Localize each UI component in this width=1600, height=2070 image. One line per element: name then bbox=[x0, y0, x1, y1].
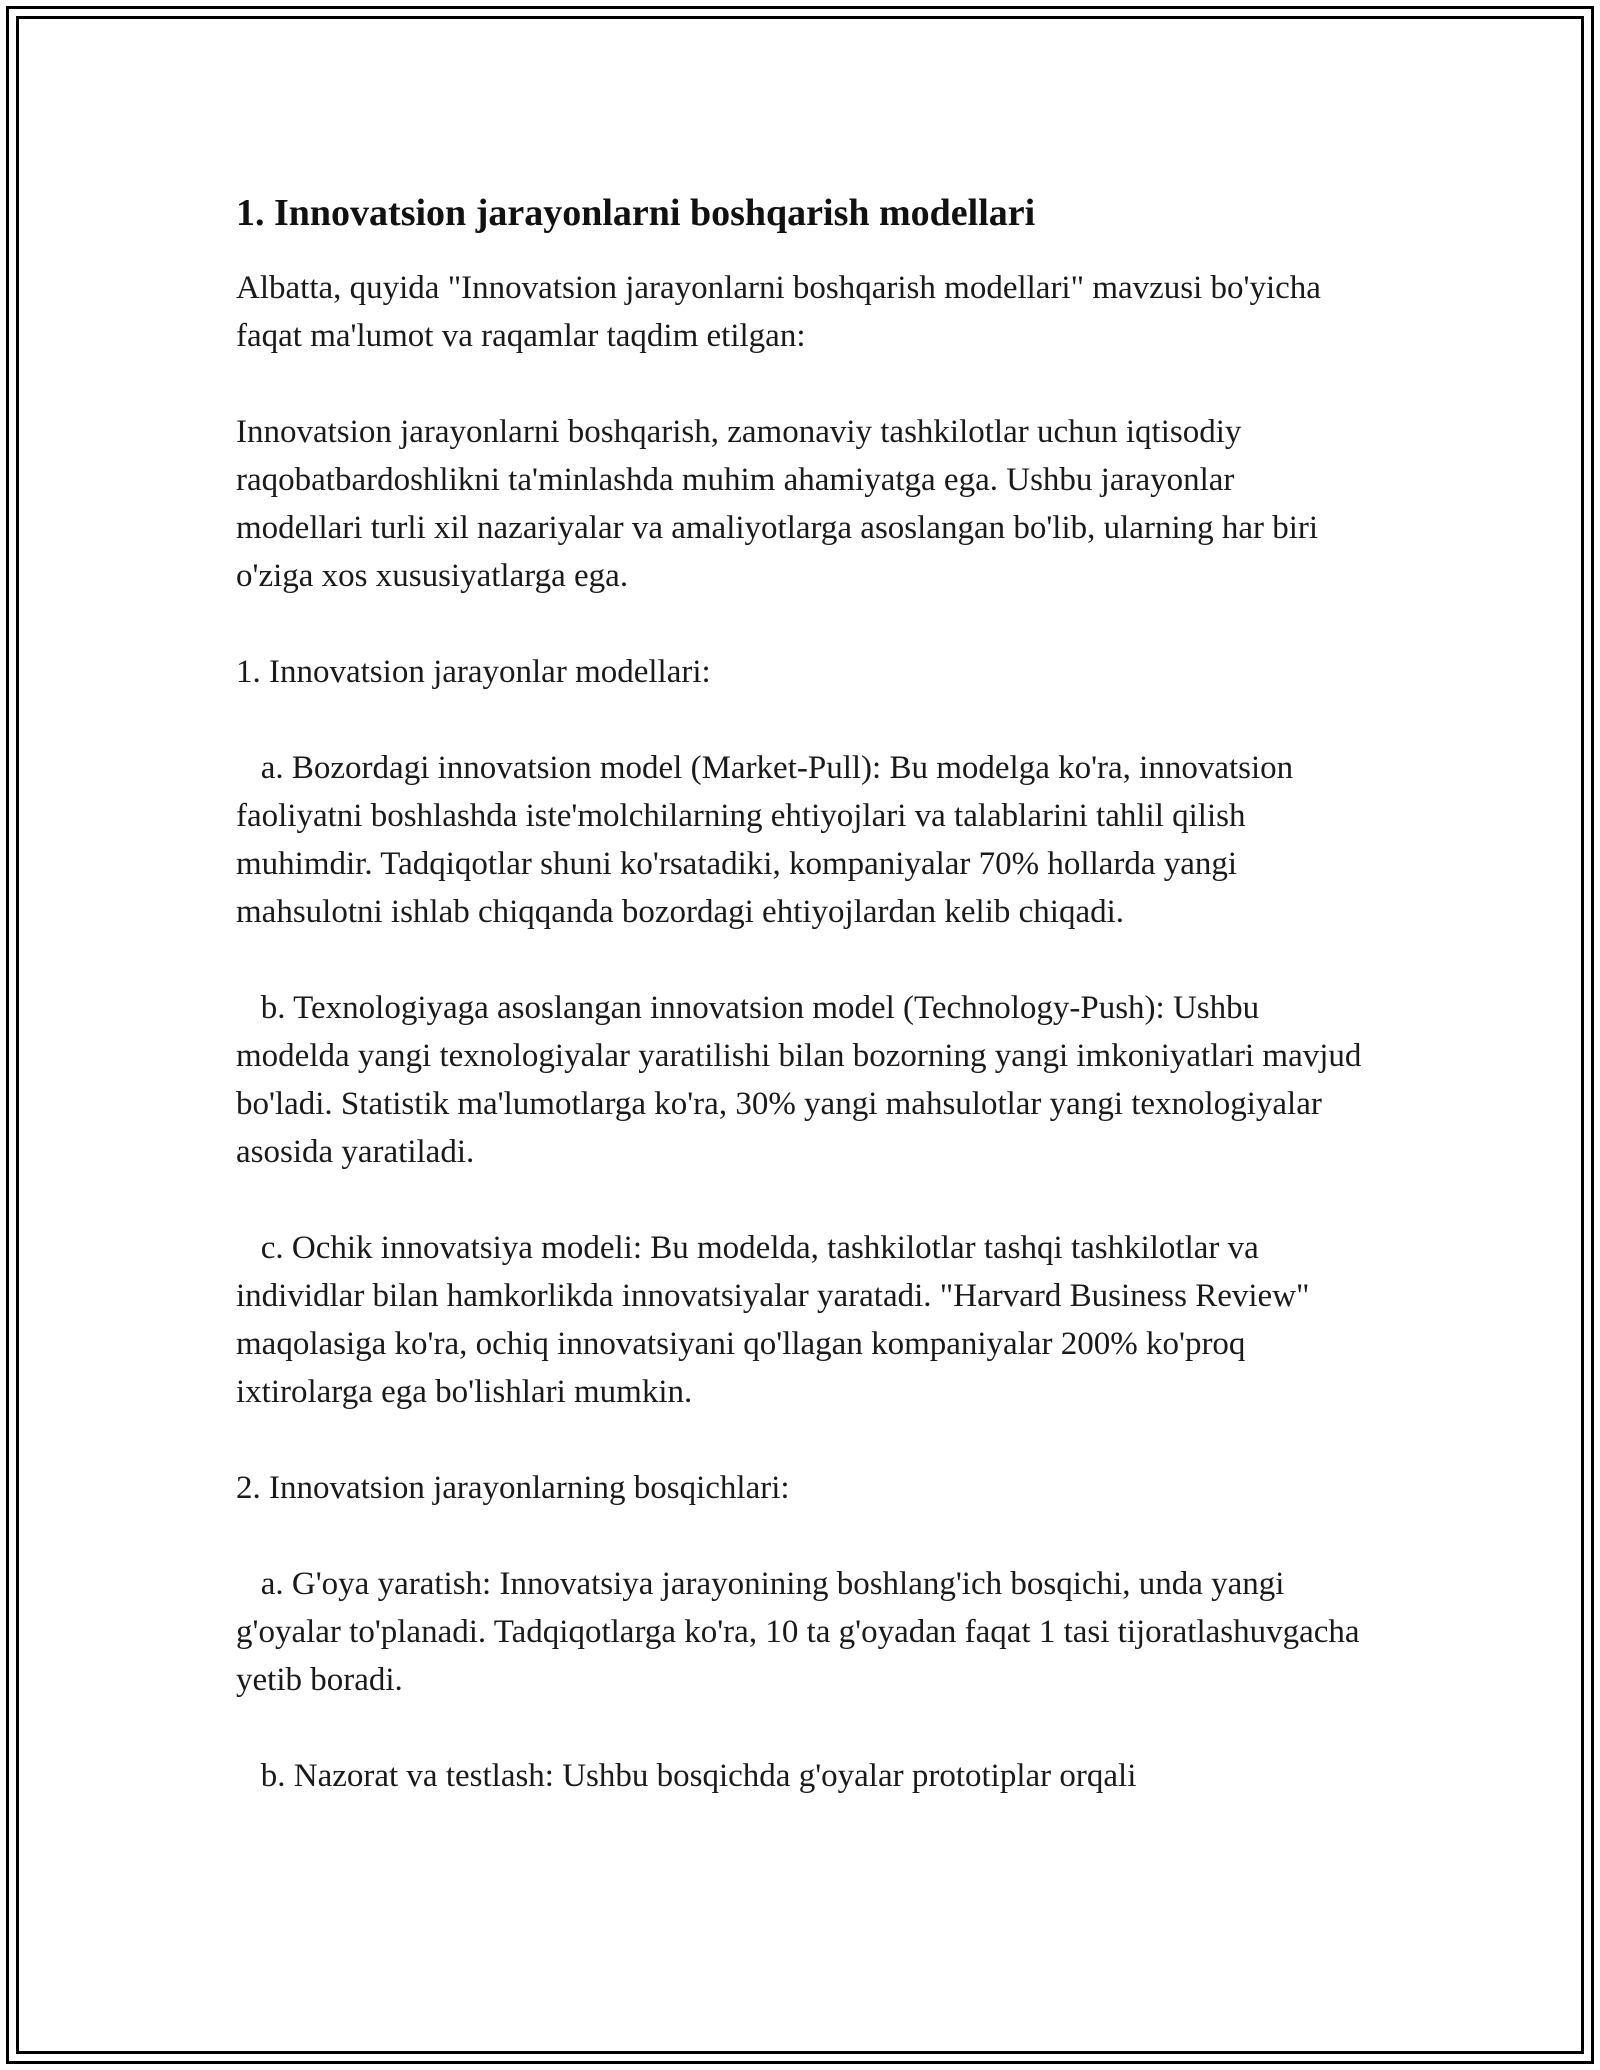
section-heading-models: 1. Innovatsion jarayonlar modellari: bbox=[236, 654, 711, 690]
list-item-technology-push: b. Texnologiyaga asoslangan innovatsion model (Technology-Push): Ushbu modelda yangi texnologiyalar yaratilishi bilan bozorning yangi imkoniyatlari mavjud bo'ladi. Statistik ma'lumotlarga ko'ra, 30% yangi mahsulotlar yangi texnologiyalar asosida yaratiladi. bbox=[236, 990, 1370, 1170]
document-body bbox=[236, 186, 1370, 1800]
list-item-open-innovation: c. Ochik innovatsiya modeli: Bu modelda, tashkilotlar tashqi tashkilotlar va individlar bilan hamkorlikda innovatsiyalar yaratadi. "Harvard Business Review" maqolasiga ko'ra, ochiq innovatsiyani qo'llagan kompaniyalar 200% ko'proq ixtirolarga ega bo'lishlari mumkin. bbox=[236, 1230, 1318, 1410]
paragraph-intro: Albatta, quyida "Innovatsion jarayonlarni boshqarish modellari" mavzusi bo'yicha faqat ma'lumot va raqamlar taqdim etilgan: bbox=[236, 270, 1330, 354]
section-heading-stages: 2. Innovatsion jarayonlarning bosqichlari: bbox=[236, 1470, 790, 1506]
paragraph-overview: Innovatsion jarayonlarni boshqarish, zamonaviy tashkilotlar uchun iqtisodiy raqobatbardoshlikni ta'minlashda muhim ahamiyatga ega. Ushbu jarayonlar modellari turli xil nazariyalar va amaliyotlarga asoslangan bo'lib, ularning har biri o'ziga xos xususiyatlarga ega. bbox=[236, 414, 1327, 594]
document-title: 1. Innovatsion jarayonlarni boshqarish modellari bbox=[236, 192, 1036, 234]
list-item-idea-generation: a. G'oya yaratish: Innovatsiya jarayonining boshlang'ich bosqichi, unda yangi g'oyalar to'planadi. Tadqiqotlarga ko'ra, 10 ta g'oyadan faqat 1 tasi tijoratlashuvgacha yetib boradi. bbox=[236, 1566, 1368, 1698]
list-item-market-pull: a. Bozordagi innovatsion model (Market-Pull): Bu modelga ko'ra, innovatsion faoliyatni boshlashda iste'molchilarning ehtiyojlari va talablarini tahlil qilish muhimdir. Tadqiqotlar shuni ko'rsatadiki, kompaniyalar 70% hollarda yangi mahsulotni ishlab chiqqanda bozordagi ehtiyojlardan kelib chiqadi. bbox=[236, 750, 1302, 930]
list-item-control-testing: b. Nazorat va testlash: Ushbu bosqichda g'oyalar prototiplar orqali bbox=[236, 1758, 1137, 1794]
